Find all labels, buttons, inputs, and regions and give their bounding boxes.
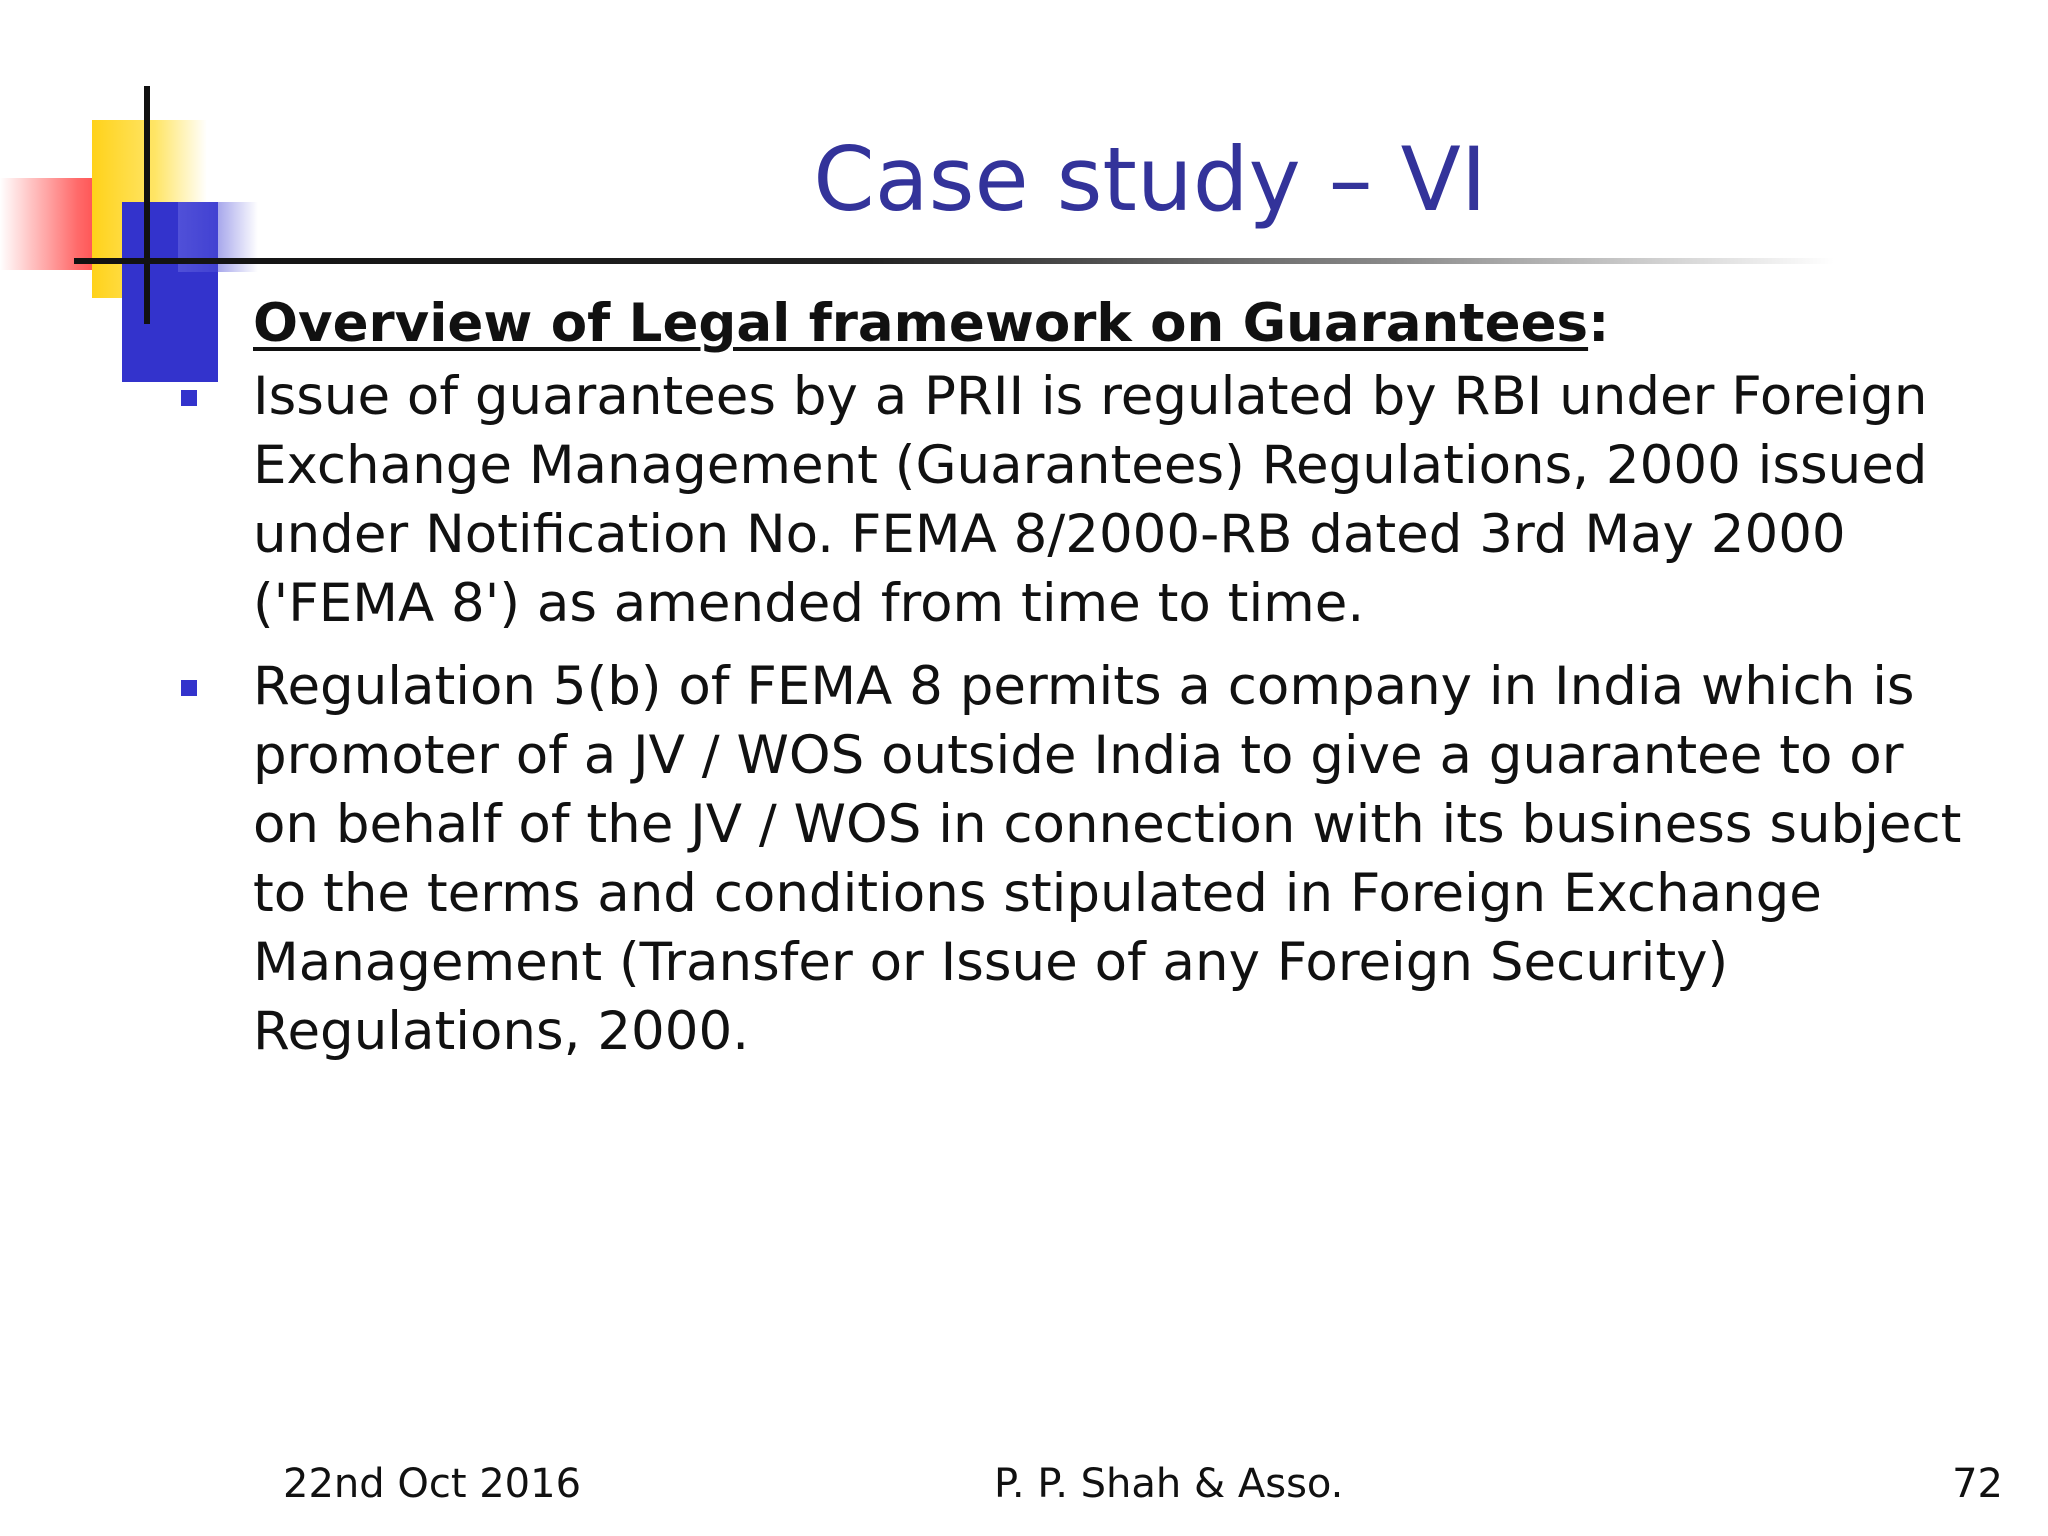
section-heading [253,290,1963,358]
square-bullet-icon [181,390,197,406]
footer-author: P. P. Shah & Asso. [994,1461,1344,1507]
section-heading-text: Overview of Legal framework on Guarantees [253,293,1589,354]
section-heading-colon: : [1588,293,1610,354]
slide-content [253,290,1963,1080]
footer-page-number: 72 [1952,1461,2003,1507]
bullet-text: Issue of guarantees by a PRII is regulated by RBI under Foreign Exchange Management (Guarantees) Regulations, 2000 issued under Notification No. FEMA 8/2000-RB dated 3rd May 2000 ('FEMA 8') as amended from time to time. [253,366,1928,634]
bullet-item [253,652,1963,1066]
title-underline-rule [74,258,1834,264]
square-bullet-icon [181,680,197,696]
bullet-item [253,362,1963,638]
decoration-vertical-line [144,86,150,324]
footer-date: 22nd Oct 2016 [283,1461,582,1507]
bullet-text: Regulation 5(b) of FEMA 8 permits a company in India which is promoter of a JV / WOS outside India to give a guarantee to or on behalf of the JV / WOS in connection with its business subject to the terms and conditions stipulated in Foreign Exchange Management (Transfer or Issue of any Foreign Security) Regulations, 2000. [253,656,1962,1062]
slide-title: Case study – VI [813,128,1487,231]
